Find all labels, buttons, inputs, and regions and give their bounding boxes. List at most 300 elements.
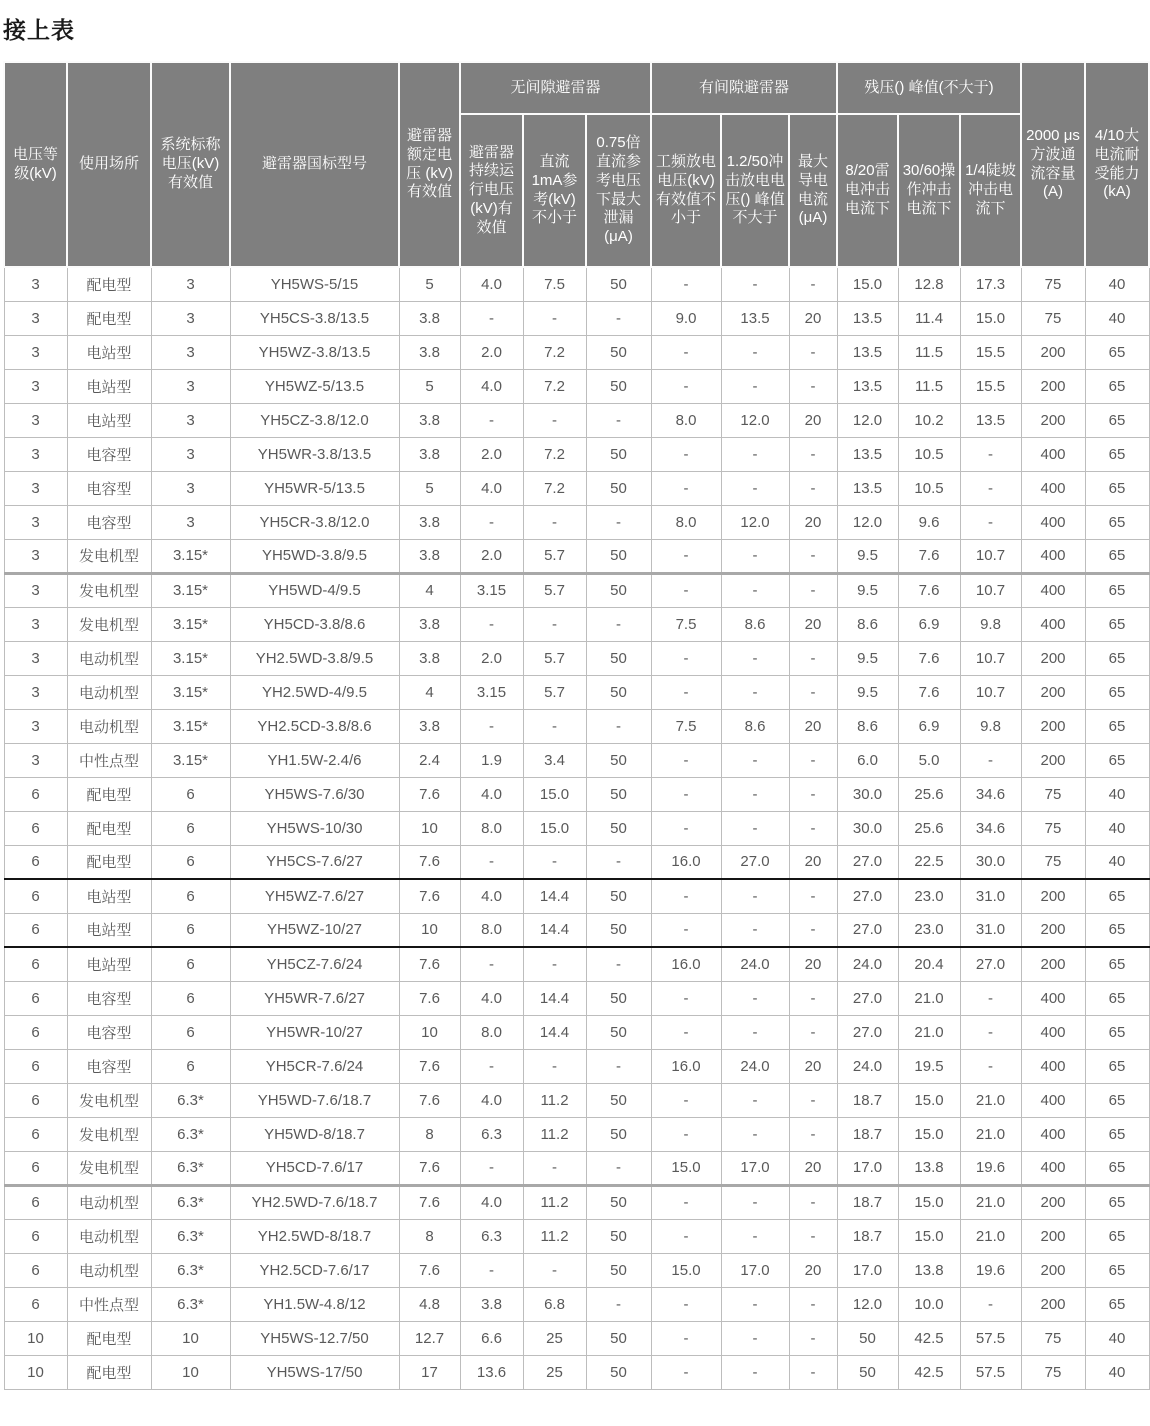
- table-cell: 50: [586, 777, 651, 811]
- table-cell: 200: [1021, 1287, 1085, 1321]
- table-cell: 配电型: [67, 811, 151, 845]
- table-cell: -: [651, 1083, 721, 1117]
- table-cell: 65: [1085, 369, 1149, 403]
- table-cell: 19.6: [960, 1253, 1021, 1287]
- table-cell: 3: [151, 301, 230, 335]
- table-cell: -: [460, 403, 523, 437]
- table-cell: -: [651, 1321, 721, 1355]
- table-cell: YH5CZ-3.8/12.0: [230, 403, 399, 437]
- table-cell: 7.6: [399, 879, 460, 913]
- table-cell: -: [586, 607, 651, 641]
- table-cell: 65: [1085, 1253, 1149, 1287]
- table-cell: -: [460, 1049, 523, 1083]
- table-cell: 25: [523, 1355, 586, 1389]
- table-cell: -: [460, 1253, 523, 1287]
- table-cell: 65: [1085, 1287, 1149, 1321]
- table-cell: 50: [586, 913, 651, 947]
- table-cell: 50: [586, 369, 651, 403]
- table-cell: 15.0: [837, 267, 898, 301]
- table-cell: 65: [1085, 1219, 1149, 1253]
- table-cell: 8.6: [721, 709, 789, 743]
- table-cell: -: [721, 981, 789, 1015]
- table-cell: 31.0: [960, 879, 1021, 913]
- table-cell: 15.0: [651, 1151, 721, 1185]
- table-cell: 34.6: [960, 811, 1021, 845]
- table-cell: 200: [1021, 709, 1085, 743]
- table-cell: 11.2: [523, 1219, 586, 1253]
- table-row: [4, 879, 1149, 913]
- table-cell: YH5WZ-10/27: [230, 913, 399, 947]
- table-cell: 27.0: [837, 981, 898, 1015]
- table-cell: 400: [1021, 1083, 1085, 1117]
- table-cell: -: [960, 743, 1021, 777]
- header-group-row: [4, 62, 1149, 114]
- table-cell: 24.0: [721, 1049, 789, 1083]
- table-cell: -: [651, 743, 721, 777]
- table-cell: 7.6: [399, 1083, 460, 1117]
- table-cell: 6.3*: [151, 1287, 230, 1321]
- table-cell: 2.0: [460, 539, 523, 573]
- table-cell: -: [651, 369, 721, 403]
- table-cell: 发电机型: [67, 1083, 151, 1117]
- table-cell: 3.8: [399, 641, 460, 675]
- table-cell: -: [523, 1151, 586, 1185]
- table-cell: -: [789, 267, 837, 301]
- table-cell: 50: [586, 1117, 651, 1151]
- table-cell: 30.0: [837, 811, 898, 845]
- table-cell: 65: [1085, 947, 1149, 981]
- table-cell: -: [651, 641, 721, 675]
- table-row: [4, 1015, 1149, 1049]
- table-cell: -: [721, 913, 789, 947]
- table-cell: 9.8: [960, 709, 1021, 743]
- table-row: [4, 1049, 1149, 1083]
- table-cell: 65: [1085, 539, 1149, 573]
- table-cell: 6: [151, 811, 230, 845]
- table-cell: 电容型: [67, 981, 151, 1015]
- table-cell: YH5CD-3.8/8.6: [230, 607, 399, 641]
- table-cell: -: [586, 1287, 651, 1321]
- table-cell: 6: [4, 1083, 67, 1117]
- table-cell: 6.3*: [151, 1151, 230, 1185]
- table-cell: 配电型: [67, 1321, 151, 1355]
- table-cell: 5: [399, 369, 460, 403]
- table-cell: 5.0: [898, 743, 960, 777]
- table-cell: 电站型: [67, 947, 151, 981]
- table-cell: 8: [399, 1117, 460, 1151]
- table-cell: 3.8: [399, 709, 460, 743]
- table-cell: 7.6: [399, 1151, 460, 1185]
- table-cell: 3: [151, 369, 230, 403]
- table-cell: 20: [789, 607, 837, 641]
- table-cell: 发电机型: [67, 1151, 151, 1185]
- table-cell: -: [721, 743, 789, 777]
- table-cell: -: [960, 981, 1021, 1015]
- table-cell: 3.15: [460, 675, 523, 709]
- table-cell: 25.6: [898, 777, 960, 811]
- table-cell: 7.6: [399, 1253, 460, 1287]
- table-cell: -: [960, 1015, 1021, 1049]
- table-cell: 3: [4, 743, 67, 777]
- table-cell: YH5CD-7.6/17: [230, 1151, 399, 1185]
- table-cell: 3: [4, 471, 67, 505]
- column-group-gapped-arrester: 有间隙避雷器: [651, 62, 837, 114]
- table-cell: -: [721, 675, 789, 709]
- table-row: [4, 1253, 1149, 1287]
- table-cell: -: [523, 301, 586, 335]
- table-cell: 3.15*: [151, 539, 230, 573]
- table-cell: -: [721, 1287, 789, 1321]
- table-cell: 24.0: [837, 947, 898, 981]
- table-cell: 50: [586, 1185, 651, 1219]
- table-cell: 电动机型: [67, 675, 151, 709]
- table-cell: 13.5: [837, 335, 898, 369]
- table-row: [4, 641, 1149, 675]
- table-cell: 22.5: [898, 845, 960, 879]
- table-cell: YH5WR-10/27: [230, 1015, 399, 1049]
- table-row: [4, 471, 1149, 505]
- table-cell: -: [789, 1185, 837, 1219]
- table-cell: -: [651, 1355, 721, 1389]
- table-cell: 5.7: [523, 573, 586, 607]
- table-cell: 3.8: [399, 403, 460, 437]
- table-cell: YH5CS-3.8/13.5: [230, 301, 399, 335]
- table-cell: 65: [1085, 709, 1149, 743]
- table-cell: 34.6: [960, 777, 1021, 811]
- table-cell: -: [721, 1219, 789, 1253]
- table-cell: 14.4: [523, 981, 586, 1015]
- table-cell: 6: [4, 879, 67, 913]
- table-row: [4, 1185, 1149, 1219]
- table-cell: 12.7: [399, 1321, 460, 1355]
- table-cell: 40: [1085, 777, 1149, 811]
- table-cell: 75: [1021, 301, 1085, 335]
- table-cell: 6: [151, 1049, 230, 1083]
- table-cell: -: [586, 1151, 651, 1185]
- table-cell: 15.0: [523, 811, 586, 845]
- table-row: [4, 607, 1149, 641]
- table-cell: -: [960, 437, 1021, 471]
- table-cell: YH5WS-7.6/30: [230, 777, 399, 811]
- table-cell: 15.0: [898, 1083, 960, 1117]
- table-cell: -: [721, 879, 789, 913]
- table-cell: YH2.5WD-7.6/18.7: [230, 1185, 399, 1219]
- table-cell: 20: [789, 301, 837, 335]
- table-cell: 17.0: [721, 1151, 789, 1185]
- table-cell: YH5WR-3.8/13.5: [230, 437, 399, 471]
- table-cell: -: [721, 1185, 789, 1219]
- table-cell: 200: [1021, 403, 1085, 437]
- table-cell: 3: [4, 539, 67, 573]
- table-cell: -: [651, 267, 721, 301]
- table-cell: 3: [4, 573, 67, 607]
- table-row: [4, 369, 1149, 403]
- table-cell: 21.0: [960, 1185, 1021, 1219]
- table-cell: 3.8: [399, 607, 460, 641]
- table-cell: 6: [4, 1151, 67, 1185]
- table-cell: 65: [1085, 675, 1149, 709]
- table-cell: -: [523, 1253, 586, 1287]
- table-cell: 2.4: [399, 743, 460, 777]
- table-cell: 21.0: [960, 1083, 1021, 1117]
- table-cell: 6.3*: [151, 1117, 230, 1151]
- table-cell: 6: [4, 1253, 67, 1287]
- table-cell: 20: [789, 505, 837, 539]
- table-row: [4, 267, 1149, 301]
- table-cell: 6.3*: [151, 1219, 230, 1253]
- table-cell: 6: [151, 845, 230, 879]
- table-cell: YH1.5W-2.4/6: [230, 743, 399, 777]
- table-cell: 6: [4, 1015, 67, 1049]
- table-row: [4, 539, 1149, 573]
- table-cell: 12.0: [837, 505, 898, 539]
- column-header-arrester-model: 避雷器国标型号: [230, 62, 399, 267]
- table-cell: 4.0: [460, 267, 523, 301]
- table-cell: 50: [586, 981, 651, 1015]
- table-cell: 16.0: [651, 947, 721, 981]
- table-row: [4, 1321, 1149, 1355]
- table-cell: 200: [1021, 913, 1085, 947]
- table-cell: -: [960, 1287, 1021, 1321]
- table-cell: -: [789, 675, 837, 709]
- column-group-residual-voltage: 残压() 峰值(不大于): [837, 62, 1021, 114]
- table-cell: 3: [4, 437, 67, 471]
- table-cell: 12.0: [837, 1287, 898, 1321]
- table-cell: -: [460, 505, 523, 539]
- table-cell: YH5WS-10/30: [230, 811, 399, 845]
- table-cell: 17: [399, 1355, 460, 1389]
- table-cell: 19.5: [898, 1049, 960, 1083]
- table-cell: 电动机型: [67, 709, 151, 743]
- table-cell: 5.7: [523, 675, 586, 709]
- table-cell: 200: [1021, 675, 1085, 709]
- table-cell: 15.0: [898, 1117, 960, 1151]
- table-cell: 6.9: [898, 709, 960, 743]
- table-cell: 11.4: [898, 301, 960, 335]
- table-body: [4, 267, 1149, 1389]
- table-cell: -: [651, 913, 721, 947]
- table-cell: 10: [4, 1355, 67, 1389]
- table-cell: YH5WR-7.6/27: [230, 981, 399, 1015]
- table-cell: -: [789, 1219, 837, 1253]
- table-cell: 3: [4, 403, 67, 437]
- table-cell: -: [651, 471, 721, 505]
- table-cell: 15.5: [960, 369, 1021, 403]
- table-cell: 9.5: [837, 573, 898, 607]
- table-cell: 10.0: [898, 1287, 960, 1321]
- table-cell: 7.5: [651, 607, 721, 641]
- table-cell: YH5WZ-5/13.5: [230, 369, 399, 403]
- table-cell: 20: [789, 1049, 837, 1083]
- table-cell: 6: [4, 1185, 67, 1219]
- table-cell: YH5CZ-7.6/24: [230, 947, 399, 981]
- table-cell: YH1.5W-4.8/12: [230, 1287, 399, 1321]
- table-cell: -: [721, 539, 789, 573]
- table-cell: -: [721, 1015, 789, 1049]
- table-cell: 7.6: [898, 641, 960, 675]
- table-cell: 6: [151, 777, 230, 811]
- table-cell: -: [789, 913, 837, 947]
- table-cell: -: [523, 403, 586, 437]
- table-cell: 电站型: [67, 335, 151, 369]
- table-cell: 4.0: [460, 777, 523, 811]
- table-cell: 6.3*: [151, 1253, 230, 1287]
- table-cell: 3: [4, 675, 67, 709]
- table-cell: 20: [789, 1151, 837, 1185]
- table-cell: 75: [1021, 811, 1085, 845]
- column-header-lightning-impulse-current: 8/20雷电冲击电流下: [837, 114, 898, 267]
- table-cell: -: [789, 1287, 837, 1321]
- table-cell: -: [651, 539, 721, 573]
- table-cell: 11.2: [523, 1083, 586, 1117]
- table-cell: YH2.5WD-3.8/9.5: [230, 641, 399, 675]
- table-row: [4, 573, 1149, 607]
- table-cell: 65: [1085, 573, 1149, 607]
- table-cell: 400: [1021, 607, 1085, 641]
- table-cell: 21.0: [898, 1015, 960, 1049]
- table-cell: 20: [789, 709, 837, 743]
- table-row: [4, 709, 1149, 743]
- table-cell: 4: [399, 573, 460, 607]
- table-cell: 3: [4, 641, 67, 675]
- table-cell: 11.2: [523, 1117, 586, 1151]
- table-cell: 23.0: [898, 913, 960, 947]
- table-cell: 42.5: [898, 1321, 960, 1355]
- table-cell: 400: [1021, 1049, 1085, 1083]
- table-cell: 10.7: [960, 539, 1021, 573]
- table-cell: 3: [151, 335, 230, 369]
- table-cell: 400: [1021, 981, 1085, 1015]
- table-cell: 25.6: [898, 811, 960, 845]
- column-header-dc-1ma-reference: 直流1mA参考(kV)不小于: [523, 114, 586, 267]
- table-cell: 75: [1021, 267, 1085, 301]
- table-row: [4, 1117, 1149, 1151]
- table-cell: 200: [1021, 369, 1085, 403]
- table-cell: 400: [1021, 539, 1085, 573]
- table-cell: 12.0: [721, 505, 789, 539]
- table-cell: 27.0: [837, 845, 898, 879]
- column-header-square-wave-capacity: 2000 μs方波通流容量(A): [1021, 62, 1085, 267]
- table-cell: 14.4: [523, 913, 586, 947]
- table-cell: 50: [586, 743, 651, 777]
- table-cell: -: [721, 437, 789, 471]
- table-row: [4, 403, 1149, 437]
- table-cell: 30.0: [837, 777, 898, 811]
- table-row: [4, 1355, 1149, 1389]
- table-cell: -: [721, 471, 789, 505]
- table-cell: -: [960, 505, 1021, 539]
- table-cell: 3.15*: [151, 641, 230, 675]
- table-cell: 7.5: [523, 267, 586, 301]
- table-cell: -: [460, 709, 523, 743]
- table-cell: -: [651, 437, 721, 471]
- table-cell: 8.0: [651, 403, 721, 437]
- table-cell: 50: [586, 1083, 651, 1117]
- table-cell: YH5WZ-3.8/13.5: [230, 335, 399, 369]
- table-cell: 200: [1021, 879, 1085, 913]
- table-cell: YH5WD-7.6/18.7: [230, 1083, 399, 1117]
- table-cell: 电站型: [67, 403, 151, 437]
- column-header-continuous-operating-voltage: 避雷器持续运行电压(kV)有效值: [460, 114, 523, 267]
- table-cell: YH5CR-3.8/12.0: [230, 505, 399, 539]
- table-cell: 200: [1021, 947, 1085, 981]
- table-cell: 电站型: [67, 369, 151, 403]
- table-cell: 6.9: [898, 607, 960, 641]
- table-cell: 31.0: [960, 913, 1021, 947]
- table-cell: -: [586, 403, 651, 437]
- table-cell: 65: [1085, 1151, 1149, 1185]
- table-cell: 配电型: [67, 845, 151, 879]
- table-cell: 7.6: [399, 1185, 460, 1219]
- table-cell: 11.2: [523, 1185, 586, 1219]
- table-cell: 6: [151, 1015, 230, 1049]
- table-cell: 3.8: [399, 437, 460, 471]
- table-cell: 配电型: [67, 267, 151, 301]
- table-cell: -: [651, 1185, 721, 1219]
- table-cell: 20: [789, 845, 837, 879]
- table-cell: 电容型: [67, 1015, 151, 1049]
- table-cell: 电站型: [67, 913, 151, 947]
- table-row: [4, 811, 1149, 845]
- table-cell: 17.0: [837, 1253, 898, 1287]
- table-cell: YH5WS-17/50: [230, 1355, 399, 1389]
- table-cell: -: [789, 1015, 837, 1049]
- table-cell: 6.0: [837, 743, 898, 777]
- table-cell: 65: [1085, 437, 1149, 471]
- table-cell: 4.8: [399, 1287, 460, 1321]
- table-cell: 50: [586, 335, 651, 369]
- table-cell: 65: [1085, 879, 1149, 913]
- table-cell: -: [651, 1117, 721, 1151]
- table-cell: YH5WD-8/18.7: [230, 1117, 399, 1151]
- table-cell: 中性点型: [67, 743, 151, 777]
- table-cell: -: [789, 879, 837, 913]
- table-cell: 6.3: [460, 1117, 523, 1151]
- table-cell: 中性点型: [67, 1287, 151, 1321]
- table-row: [4, 947, 1149, 981]
- table-cell: 3: [4, 267, 67, 301]
- column-header-usage-place: 使用场所: [67, 62, 151, 267]
- table-cell: 9.5: [837, 675, 898, 709]
- table-cell: 65: [1085, 335, 1149, 369]
- table-cell: 8.0: [460, 1015, 523, 1049]
- table-cell: YH5WR-5/13.5: [230, 471, 399, 505]
- table-cell: 30.0: [960, 845, 1021, 879]
- table-cell: 4.0: [460, 369, 523, 403]
- table-cell: 65: [1085, 1185, 1149, 1219]
- table-cell: -: [721, 335, 789, 369]
- table-cell: 10.2: [898, 403, 960, 437]
- table-cell: 7.2: [523, 369, 586, 403]
- table-cell: 6: [4, 811, 67, 845]
- table-cell: -: [721, 777, 789, 811]
- table-cell: 3.8: [460, 1287, 523, 1321]
- table-cell: 10: [4, 1321, 67, 1355]
- table-cell: 9.8: [960, 607, 1021, 641]
- table-cell: 16.0: [651, 1049, 721, 1083]
- table-row: [4, 675, 1149, 709]
- table-cell: 6: [4, 913, 67, 947]
- table-cell: 65: [1085, 1049, 1149, 1083]
- table-cell: 57.5: [960, 1321, 1021, 1355]
- table-cell: 27.0: [837, 1015, 898, 1049]
- table-cell: 6.3*: [151, 1185, 230, 1219]
- table-cell: -: [789, 743, 837, 777]
- table-cell: 18.7: [837, 1219, 898, 1253]
- table-row: [4, 301, 1149, 335]
- table-cell: 50: [586, 879, 651, 913]
- table-cell: 400: [1021, 1117, 1085, 1151]
